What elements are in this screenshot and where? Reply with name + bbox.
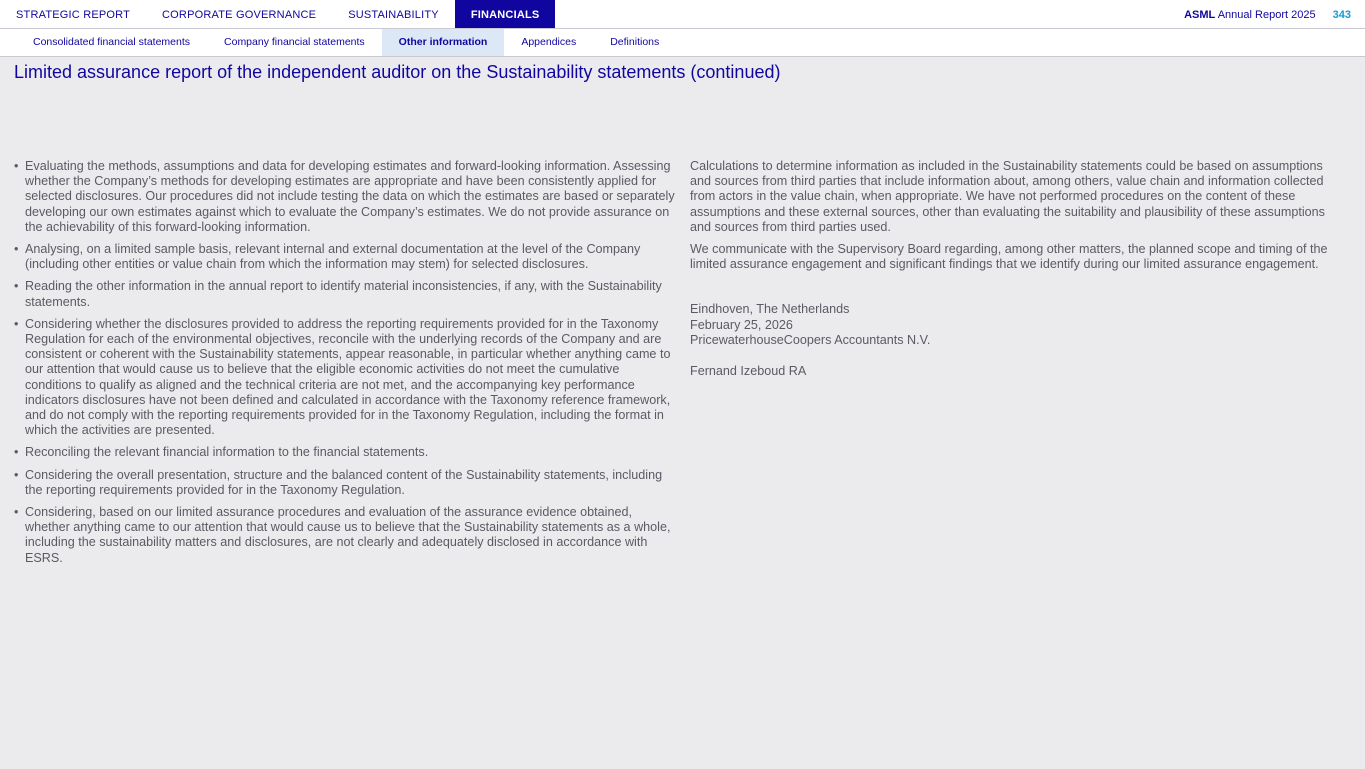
right-column [690, 159, 1340, 379]
signature-place: Eindhoven, The Netherlands [690, 302, 850, 317]
procedures-list [14, 159, 676, 566]
sub-nav-other-information[interactable]: Other information [382, 29, 505, 56]
sub-nav-appendices[interactable]: Appendices [521, 36, 577, 48]
signature-signer: Fernand Izeboud RA [690, 363, 807, 378]
list-item: • Considering the overall presentation, structure and the balanced content of the Sustainability statements, including the reporting requirements provided for in the Taxonomy Regulation. [14, 468, 676, 498]
top-nav [0, 0, 555, 28]
report-brand [1184, 0, 1351, 28]
page-number: 343 [1332, 9, 1351, 21]
sub-nav-definitions[interactable]: Definitions [610, 36, 660, 48]
top-navigation-bar [0, 0, 1365, 29]
paragraph-communication: We communicate with the Supervisory Board regarding, among other matters, the planned scope and timing of the limited assurance engagement and significant findings that we identify during our limited assurance engagement. [690, 242, 1328, 272]
list-item: • Considering, based on our limited assurance procedures and evaluation of the assurance evidence obtained, whether anything came to our attention that would cause us to believe that the Sustainability statements as a whole, including the sustainability matters and disclosures, are not clearly and adequately disclosed in accordance with ESRS. [14, 505, 676, 566]
signature-date: February 25, 2026 [690, 317, 793, 332]
top-nav-sustainability[interactable]: SUSTAINABILITY [348, 9, 439, 21]
sub-nav-consolidated-financial-statements[interactable]: Consolidated financial statements [33, 36, 191, 48]
paragraph-calculations: Calculations to determine information as included in the Sustainability statements could be based on assumptions and sources from third parties that include information about, among others, value chain and information collected from actors in the value chain, when appropriate. We have not performed procedures on the content of these assumptions and these external sources, other than evaluating the suitability and plausibility of these assumptions and sources from third parties used. [690, 159, 1325, 234]
left-column [14, 159, 676, 573]
list-item: • Considering whether the disclosures provided to address the reporting requirements provided for in the Taxonomy Regulation for each of the environmental objectives, reconcile with the underlying records of the Company and are consistent or coherent with the Sustainability statements, appear reasonable, in particular whether anything came to our attention that would cause us to believe that the eligible economic activities do not meet the cumulative conditions to qualify as aligned and the technical criteria are not met, and the accompanying key performance indicators disclosures have not been defined and calculated in accordance with the Taxonomy reference framework, and do not comply with the reporting requirements provided for in the Taxonomy Regulation, including the format in which the activities are presented. [14, 317, 676, 439]
company-name: ASML [1184, 9, 1216, 21]
list-item: • Analysing, on a limited sample basis, relevant internal and external documentation at the level of the Company (including other entities or value chain from which the information may stem) for selected disclosures. [14, 242, 676, 272]
sub-nav [16, 29, 676, 56]
list-item: • Evaluating the methods, assumptions and data for developing estimates and forward-looking information. Assessing whether the Company’s methods for developing estimates are appropriate and have been consistently applied for selected disclosures. Our procedures did not include testing the data on which the estimates are based or separately developing our own estimates against which to evaluate the Company’s estimates. We do not provide assurance on the achievability of this forward-looking information. [14, 159, 676, 235]
top-nav-financials[interactable]: FINANCIALS [455, 0, 556, 28]
list-item: • Reconciling the relevant financial information to the financial statements. [14, 445, 676, 460]
signature-block [690, 302, 1340, 379]
sub-navigation-bar [0, 29, 1365, 57]
report-name: Annual Report 2025 [1217, 9, 1316, 21]
list-item: • Reading the other information in the annual report to identify material inconsistencies, if any, with the Sustainability statements. [14, 279, 676, 309]
top-nav-strategic-report[interactable]: STRATEGIC REPORT [16, 9, 131, 21]
sub-nav-company-financial-statements[interactable]: Company financial statements [224, 36, 365, 48]
signature-firm: PricewaterhouseCoopers Accountants N.V. [690, 333, 931, 348]
page-title: Limited assurance report of the independent auditor on the Sustainability statements (continued) [14, 62, 781, 82]
top-nav-corporate-governance[interactable]: CORPORATE GOVERNANCE [162, 9, 317, 21]
